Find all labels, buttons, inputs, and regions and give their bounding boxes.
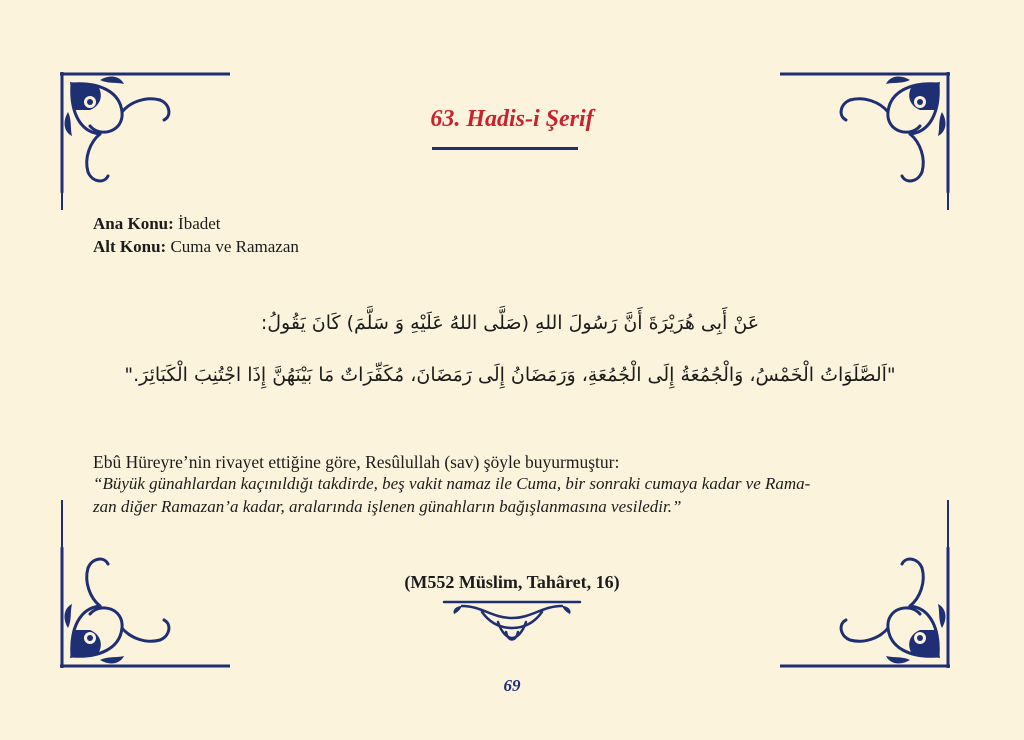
- frame-line-right-top: [947, 190, 949, 210]
- main-topic-value: İbadet: [178, 214, 221, 233]
- arabic-isnad: عَنْ أَبِى هُرَيْرَةَ أَنَّ رَسُولَ اللهِ (صَلَّى اللهُ عَلَيْهِ وَ سَلَّمَ) كَانَ يَقُولُ:: [260, 312, 760, 334]
- main-topic-row: [93, 212, 299, 235]
- corner-ornament-bottom-left: [60, 528, 230, 668]
- title-underline: [432, 147, 578, 150]
- translation-quote: [93, 472, 931, 518]
- hadith-source: (M552 Müslim, Tahâret, 16): [404, 572, 620, 592]
- bottom-ornament: [442, 598, 582, 646]
- sub-topic-value: Cuma ve Ramazan: [170, 237, 299, 256]
- sub-topic-label: Alt Konu:: [93, 237, 167, 256]
- corner-ornament-top-right: [780, 72, 950, 212]
- sub-topic-row: [93, 235, 299, 258]
- main-topic-label: Ana Konu:: [93, 214, 174, 233]
- page-number: 69: [503, 676, 521, 695]
- topic-block: [93, 212, 299, 258]
- corner-ornament-bottom-right: [780, 528, 950, 668]
- frame-line-right-bottom: [947, 500, 949, 550]
- frame-line-left-bottom: [61, 500, 63, 550]
- page-title: 63. Hadis-i Şerif: [430, 106, 594, 132]
- translation-quote-line-1: “Büyük günahlardan kaçınıldığı takdirde, beş vakit namaz ile Cuma, bir sonraki cumaya kadar ve Rama-: [93, 474, 811, 493]
- translation-quote-line-2: zan diğer Ramazan’a kadar, aralarında işlenen günahların bağışlanmasına vesiledir.”: [93, 497, 682, 516]
- translation-intro: Ebû Hüreyre’nin rivayet ettiğine göre, Resûlullah (sav) şöyle buyurmuştur:: [93, 452, 620, 472]
- arabic-matn: "اَلصَّلَوَاتُ الْخَمْسُ، وَالْجُمُعَةُ إِلَى الْجُمُعَةِ، وَرَمَضَانُ إِلَى رَمَضَانَ، مُكَفِّرَاتٌ مَا بَيْنَهُنَّ إِذَا اجْتُنِبَ الْكَبَائِرَ.": [124, 364, 896, 386]
- corner-ornament-top-left: [60, 72, 230, 212]
- frame-line-left-top: [61, 190, 63, 210]
